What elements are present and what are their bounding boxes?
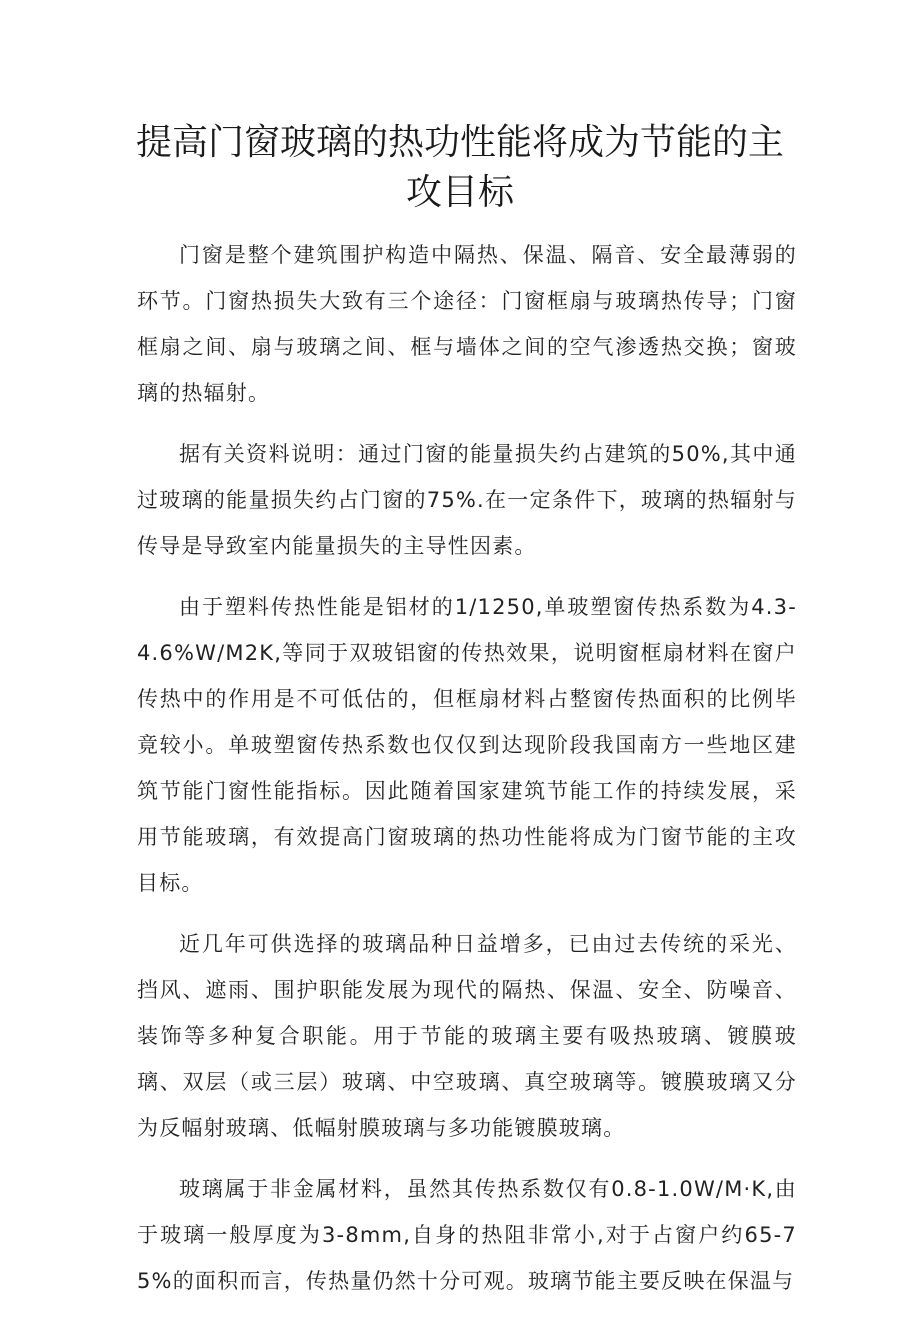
document-body	[137, 232, 797, 1319]
paragraph-3: 由于塑料传热性能是铝材的1/1250,单玻塑窗传热系数为4.3-4.6%W/M2K,等同于双玻铝窗的传热效果，说明窗框扇材料在窗户传热中的作用是不可低估的，但框扇材料占整窗传热面积的比例毕竟较小。单玻塑窗传热系数也仅仅到达现阶段我国南方一些地区建筑节能门窗性能指标。因此随着国家建筑节能工作的持续发展，采用节能玻璃，有效提高门窗玻璃的热功性能将成为门窗节能的主攻目标。	[137, 595, 797, 895]
paragraph-2: 据有关资料说明：通过门窗的能量损失约占建筑的50%,其中通过玻璃的能量损失约占门窗的75%.在一定条件下，玻璃的热辐射与传导是导致室内能量损失的主导性因素。	[137, 442, 797, 558]
paragraph-1: 门窗是整个建筑围护构造中隔热、保温、隔音、安全最薄弱的环节。门窗热损失大致有三个途径：门窗框扇与玻璃热传导；门窗框扇之间、扇与玻璃之间、框与墙体之间的空气渗透热交换；窗玻璃的热辐射。	[137, 243, 797, 405]
document-title: 提高门窗玻璃的热功性能将成为节能的主攻目标	[135, 122, 784, 213]
paragraph-5: 玻璃属于非金属材料，虽然其传热系数仅有0.8-1.0W/M·K,由于玻璃一般厚度为3-8mm,自身的热阻非常小,对于占窗户约65-75%的面积而言，传热量仍然十分可观。玻璃节能主要反映在保温与	[137, 1177, 797, 1293]
paragraph-4: 近几年可供选择的玻璃品种日益增多，已由过去传统的采光、挡风、遮雨、围护职能发展为现代的隔热、保温、安全、防噪音、装饰等多种复合职能。用于节能的玻璃主要有吸热玻璃、镀膜玻璃、双层（或三层）玻璃、中空玻璃、真空玻璃等。镀膜玻璃又分为反幅射玻璃、低幅射膜玻璃与多功能镀膜玻璃。	[137, 932, 797, 1140]
